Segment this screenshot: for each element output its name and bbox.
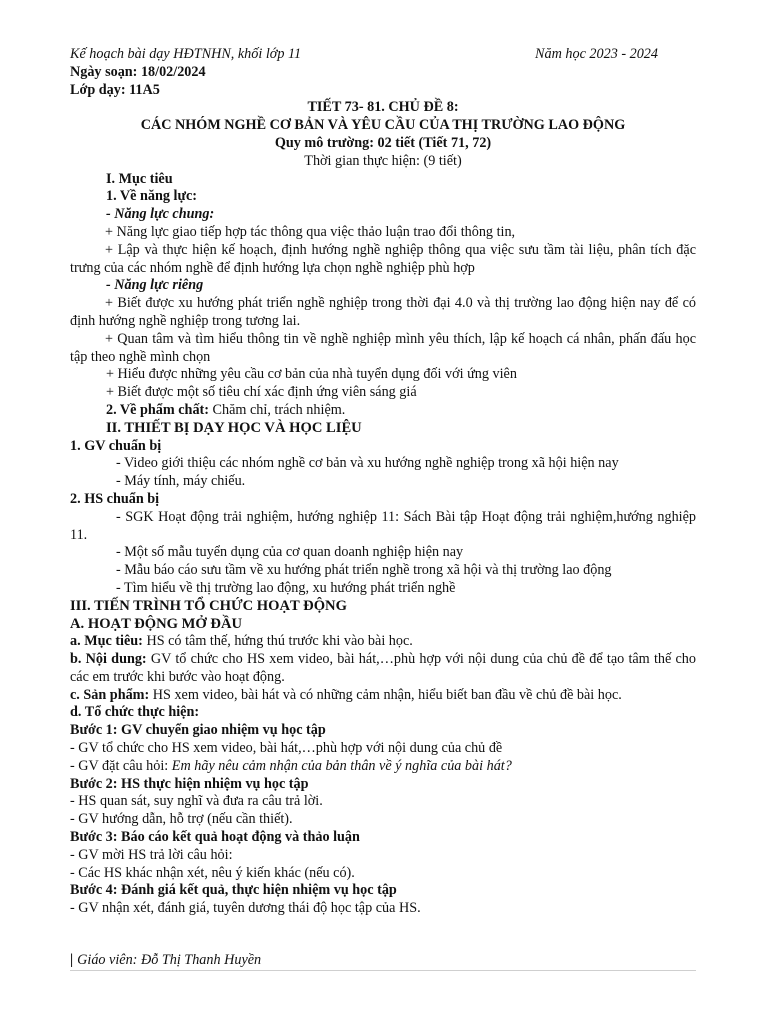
- student-prep-item-1: - SGK Hoạt động trải nghiệm, hướng nghiệp 11: Sách Bài tập Hoạt động trải nghiệm,hướng nghiệp 11.: [70, 508, 696, 543]
- step-4-heading: Bước 4: Đánh giá kết quả, thực hiện nhiệm vụ học tập: [70, 882, 397, 899]
- section-2-heading: II. THIẾT BỊ DẠY HỌC VÀ HỌC LIỆU: [106, 419, 362, 436]
- page-footer: [70, 952, 696, 971]
- specific-item-3: + Hiểu được những yêu cầu cơ bản của nhà tuyển dụng đối với ứng viên: [106, 366, 517, 383]
- date-line: Ngày soạn: 18/02/2024: [70, 63, 206, 80]
- student-prep-label: 2. HS chuẩn bị: [70, 490, 160, 507]
- title-line-2: CÁC NHÓM NGHỀ CƠ BẢN VÀ YÊU CẦU CỦA THỊ TRƯỜNG LAO ĐỘNG: [140, 117, 626, 134]
- teacher-prep-label: 1. GV chuẩn bị: [70, 437, 162, 454]
- footer-teacher: Giáo viên: Đỗ Thị Thanh Huyền: [77, 952, 262, 968]
- step-1-question-prefix: - GV đặt câu hỏi:: [70, 757, 172, 774]
- step-1-question: Em hãy nêu cảm nhận của bản thân về ý nghĩa của bài hát?: [171, 757, 512, 774]
- footer-bar: |: [70, 952, 74, 968]
- content-line: [70, 651, 696, 687]
- student-prep-item-3: - Mẫu báo cáo sưu tầm về xu hướng phát triển nghề trong xã hội và thị trường lao động: [116, 562, 612, 579]
- content-text: GV tổ chức cho HS xem video, bài hát,…phù hợp với nội dung của chủ đề để tạo tâm thế cho các em trước khi bước vào hoạt động.: [70, 651, 696, 685]
- step-1-line-1: - GV tổ chức cho HS xem video, bài hát,…phù hợp với nội dung của chủ đề: [70, 740, 503, 757]
- specific-item-4: + Biết được một số tiêu chí xác định ứng viên sáng giá: [106, 384, 417, 401]
- step-3-heading: Bước 3: Báo cáo kết quả hoạt động và thảo luận: [70, 829, 360, 846]
- student-prep-item-2: - Một số mẫu tuyển dụng của cơ quan doanh nghiệp hiện nay: [116, 544, 464, 561]
- class-line: Lớp dạy: 11A5: [70, 81, 160, 98]
- objective-text: HS có tâm thế, hứng thú trước khi vào bài học.: [142, 633, 413, 650]
- section-1-sub-1: 1. Về năng lực:: [106, 188, 198, 205]
- document-page: [70, 46, 696, 918]
- step-2-heading: Bước 2: HS thực hiện nhiệm vụ học tập: [70, 775, 309, 792]
- specific-item-1: + Biết được xu hướng phát triển nghề nghiệp trong thời đại 4.0 và thị trường lao động hiện nay để có định hướng nghề nghiệp trong tương lai.: [70, 295, 696, 329]
- product-label: c. Sản phẩm:: [70, 686, 150, 703]
- section-1-heading: I. Mục tiêu: [106, 170, 173, 187]
- teacher-prep-item-2: - Máy tính, máy chiếu.: [116, 473, 246, 490]
- title-line-1: TIẾT 73- 81. CHỦ ĐỀ 8:: [307, 99, 459, 116]
- product-text: HS xem video, bài hát và có những cảm nhận, hiểu biết ban đầu về chủ đề bài học.: [149, 686, 622, 703]
- title-line-3: Quy mô trường: 02 tiết (Tiết 71, 72): [274, 134, 492, 151]
- step-4-line-1: - GV nhận xét, đánh giá, tuyên dương thái độ học tập của HS.: [70, 900, 421, 917]
- student-prep-item-4: - Tìm hiểu về thị trường lao động, xu hướng phát triển nghề: [116, 579, 456, 596]
- step-3-line-2: - Các HS khác nhận xét, nêu ý kiến khác (nếu có).: [70, 864, 355, 881]
- specific-competence-label: - Năng lực riêng: [106, 277, 204, 294]
- title-line-4: Thời gian thực hiện: (9 tiết): [304, 152, 462, 169]
- general-competence-label: - Năng lực chung:: [106, 206, 215, 223]
- quality-label: 2. Về phẩm chất:: [106, 401, 209, 418]
- header-left: Kế hoạch bài dạy HĐTNHN, khối lớp 11: [70, 46, 302, 62]
- section-3-heading: III. TIẾN TRÌNH TỔ CHỨC HOẠT ĐỘNG: [70, 597, 347, 614]
- step-2-line-1: - HS quan sát, suy nghĩ và đưa ra câu trả lời.: [70, 793, 323, 810]
- organization-label: d. Tổ chức thực hiện:: [70, 704, 200, 721]
- content-label: b. Nội dung:: [70, 651, 147, 668]
- header-right: Năm học 2023 - 2024: [535, 46, 658, 62]
- objective-label: a. Mục tiêu:: [70, 633, 143, 650]
- general-item-2: + Lập và thực hiện kế hoạch, định hướng nghề nghiệp thông qua việc sưu tầm tài liệu, phân tích đặc trưng của các nhóm nghề để định hướng lựa chọn nghề nghiệp phù hợp: [70, 241, 696, 276]
- quality-line: [70, 402, 696, 420]
- quality-text: Chăm chỉ, trách nhiệm.: [209, 401, 346, 418]
- page-header: [70, 46, 696, 64]
- activity-heading: A. HOẠT ĐỘNG MỞ ĐẦU: [70, 615, 243, 632]
- step-3-line-1: - GV mời HS trả lời câu hỏi:: [70, 846, 233, 863]
- general-item-1: + Năng lực giao tiếp hợp tác thông qua việc thảo luận trao đổi thông tin,: [105, 223, 516, 240]
- product-line: [70, 687, 696, 705]
- specific-item-2: + Quan tâm và tìm hiểu thông tin về nghề nghiệp mình yêu thích, lập kế hoạch cá nhân, phấn đấu học tập theo nghề mình chọn: [70, 330, 696, 365]
- step-2-line-2: - GV hướng dẫn, hỗ trợ (nếu cần thiết).: [70, 811, 293, 828]
- teacher-prep-item-1: - Video giới thiệu các nhóm nghề cơ bản và xu hướng nghề nghiệp trong xã hội hiện nay: [116, 455, 619, 472]
- objective-line: [70, 633, 696, 651]
- step-1-heading: Bước 1: GV chuyển giao nhiệm vụ học tập: [70, 722, 326, 739]
- step-1-line-2: [70, 758, 696, 776]
